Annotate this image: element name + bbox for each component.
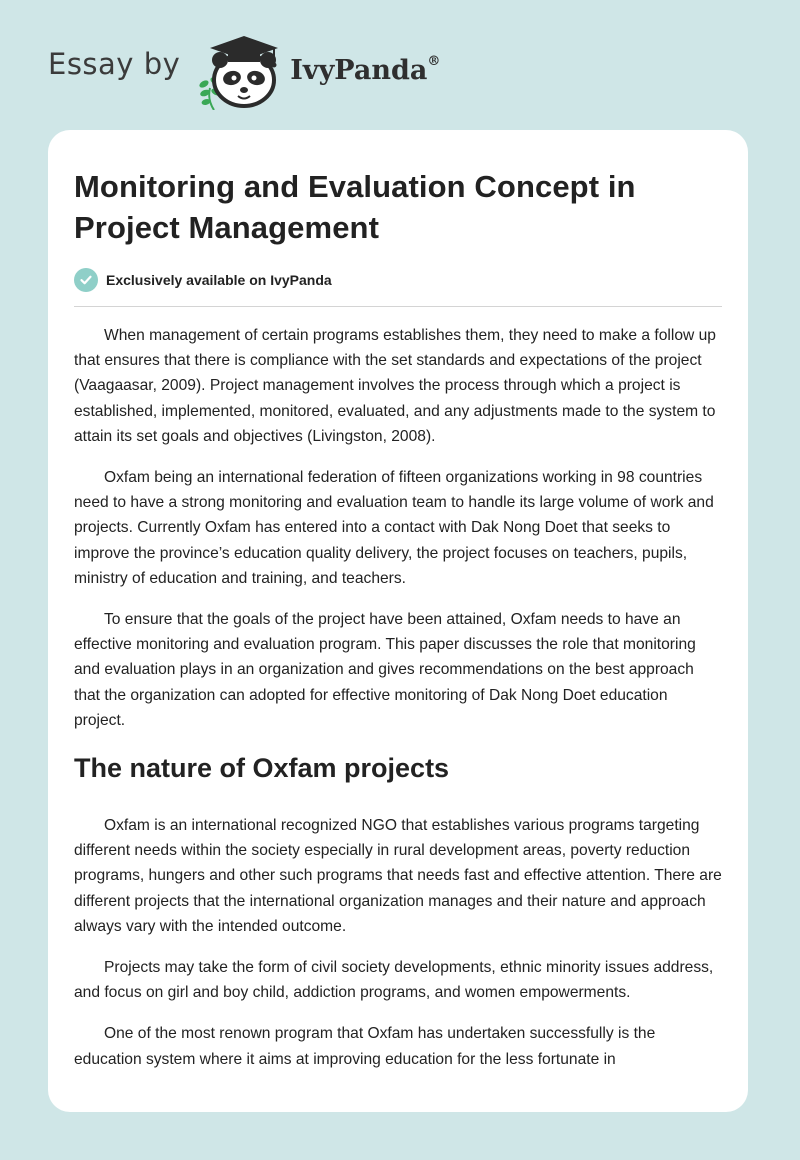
paragraph: Oxfam being an international federation of fifteen organizations working in 98 countries need to have a strong monitoring and evaluation team to handle its large volume of work and projects. Currently Oxfam has entered into a contact with Dak Nong Doet that seeks to improve the province’s education quality delivery, the project focuses on teachers, pupils, ministry of education and training, and teachers.: [74, 469, 714, 587]
panda-logo-icon[interactable]: [194, 30, 288, 110]
paragraph: Projects may take the form of civil society developments, ethnic minority issues address, and focus on girl and boy child, addiction programs, and women empowerments.: [74, 959, 714, 1002]
paragraph: Oxfam is an international recognized NGO that establishes various programs targeting different needs within the society especially in rural development areas, poverty reduction programs, hungers and other such programs that needs fast and effective attention. There are different projects that the international organization manages and their nature and approach always vary with the intended outcome.: [74, 817, 722, 935]
paragraph: When management of certain programs establishes them, they need to make a follow up that ensures that there is compliance with the set standards and expectations of the project (Vaagaasar, 2009). Project management involves the process through which a project is established, implemented, monitored, evaluated, and any adjustments made to the system to attain its set goals and objectives (Livingston, 2008).: [74, 327, 716, 445]
paragraph: One of the most renown program that Oxfam has undertaken successfully is the education system where it aims at improving education for the less fortunate in: [74, 1025, 656, 1068]
badge-label: Exclusively available on IvyPanda: [106, 272, 332, 288]
check-icon: [74, 268, 98, 292]
exclusive-badge: [74, 268, 722, 307]
paragraph: To ensure that the goals of the project have been attained, Oxfam needs to have an effective monitoring and evaluation program. This paper discusses the role that monitoring and evaluation plays in an organization and gives recommendations on the best approach that the organization can adopted for effective monitoring of Dak Nong Doet education project.: [74, 611, 696, 729]
page-title: Monitoring and Evaluation Concept in Project Management: [74, 169, 636, 245]
essay-body: [74, 323, 722, 1072]
brand-name[interactable]: [290, 55, 440, 86]
section-heading: The nature of Oxfam projects: [74, 753, 450, 784]
brand-text: IvyPanda: [290, 54, 428, 86]
site-header: [48, 30, 440, 110]
essay-card: [48, 130, 748, 1112]
essay-by-label: Essay by: [48, 47, 181, 81]
registered-mark: ®: [427, 53, 441, 69]
